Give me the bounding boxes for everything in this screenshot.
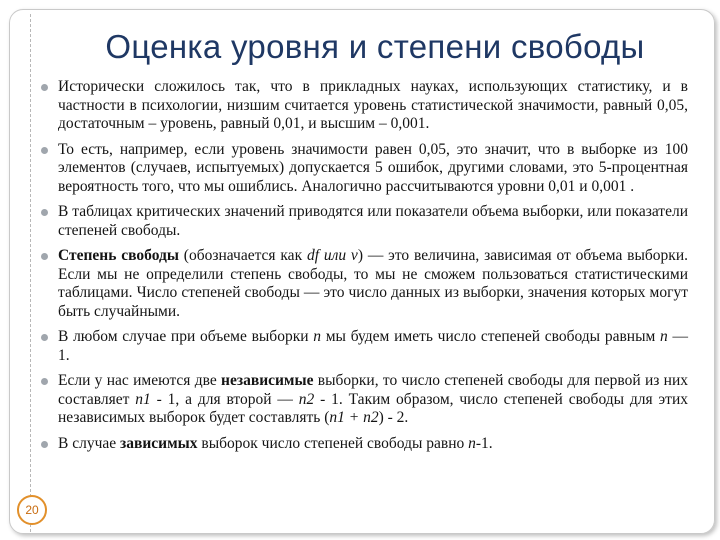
page-number: 20 [17, 495, 47, 525]
bullet-text: В таблицах критических значений приводятся или показатели объема выборки, или показатели степеней свободы. [58, 203, 688, 239]
italic-text: n [313, 328, 322, 345]
bullet-item [40, 78, 688, 134]
bold-text: Степень свободы [58, 247, 179, 264]
bullet-text: - 1. Таким образом, число степеней свободы для этих независимых выборок будет составлять ( [58, 390, 688, 426]
bullet-item [40, 247, 688, 321]
bullet-text: Если у нас имеются две [58, 372, 222, 389]
slide-content [40, 78, 688, 460]
bullet-text: — 1. [58, 328, 689, 364]
bullet-text: ) - 2. [378, 409, 409, 426]
italic-text: n2 [298, 390, 315, 408]
bullet-text: В любом случае при объеме выборки [58, 328, 314, 345]
bullet-text: То есть, например, если уровень значимости равен 0,05, это значит, что в выборке из 100 элементов (случаев, испытуемых) допускается 5 ошибок, другими словами, это 5-процентная вероятность того, что мы ошиблись. Аналогично рассчитываются уровни 0,01 и 0,001 . [58, 140, 688, 195]
bullet-text: выборок число степеней свободы равно [197, 434, 469, 452]
italic-text: df или v [306, 247, 358, 264]
bullet-text: -1. [475, 434, 493, 452]
italic-text: n1 + n2 [329, 409, 379, 426]
bullet-item [40, 141, 688, 197]
bullet-text: выборки, то число степеней свободы для первой из них составляет [58, 372, 688, 408]
bullet-text: ) — это величина, зависимая от объема выборки. Если мы не определили степень свободы, то мы не сможем пользоваться статистическими таблицами. Число степеней свободы — это число данных из выборки, значения которых могут быть случайными. [58, 247, 688, 320]
bullet-text: В случае [58, 434, 121, 452]
bullet-text: Исторически сложилось так, что в прикладных науках, использующих статистику, и в частности в психологии, низшим считается уровень статистической значимости, равный 0,05, достаточным – уровень, равный 0,01, и высшим – 0,001. [58, 78, 688, 132]
bullet-text: мы будем иметь число степеней свободы равным [321, 328, 661, 345]
italic-text: n1 [135, 390, 151, 408]
bullet-item [40, 435, 688, 454]
bold-text: зависимых [120, 434, 198, 452]
bullet-list [40, 78, 688, 453]
italic-text: n [660, 328, 668, 345]
slide-title: Оценка уровня и степени свободы [105, 28, 645, 65]
italic-text: n [468, 434, 476, 452]
bullet-item [40, 203, 688, 240]
bullet-text: (обозначается как [178, 247, 307, 264]
frame-margin-line [30, 14, 31, 532]
bullet-item [40, 328, 688, 365]
bullet-text: - 1, а для второй — [150, 390, 299, 408]
bullet-item [40, 372, 688, 428]
bold-text: независимые [221, 372, 314, 389]
